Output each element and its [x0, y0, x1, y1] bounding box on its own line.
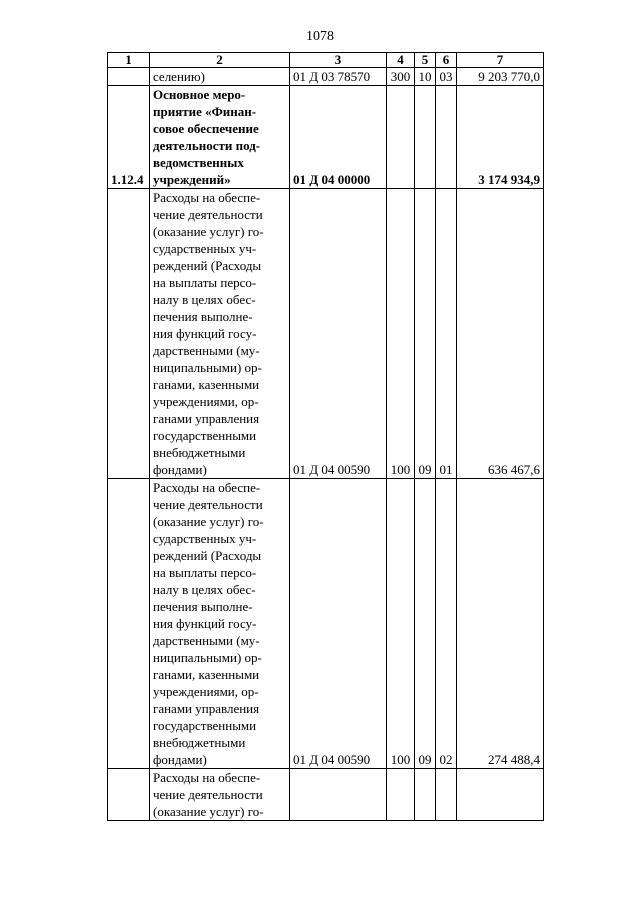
row-c5: 10 [415, 68, 436, 86]
row-c4: 100 [387, 189, 415, 479]
page-number: 1078 [306, 29, 334, 44]
row-index [108, 189, 150, 479]
row-c4: 100 [387, 479, 415, 769]
column-header: 6 [436, 53, 457, 68]
budget-table [107, 52, 544, 821]
column-header: 5 [415, 53, 436, 68]
row-c6: 01 [436, 189, 457, 479]
row-index: 1.12.4 [108, 86, 150, 189]
row-amount: 9 203 770,0 [457, 68, 544, 86]
row-description: Расходы на обеспе- чение деятельности (оказание услуг) го- сударственных уч- реждений (Расходы на выплаты персо- налу в целях обес- печения выполне- ния функций госу- дарственными (му- ниципальными) ор- ганами, казенными учреждениями, ор- ганами управления государственными внебюджетными фондами) [150, 189, 290, 479]
table-row [108, 479, 544, 769]
row-c5 [415, 86, 436, 189]
row-c6: 02 [436, 479, 457, 769]
table-row [108, 189, 544, 479]
row-amount: 274 488,4 [457, 479, 544, 769]
row-c4 [387, 769, 415, 821]
row-amount [457, 769, 544, 821]
table-row [108, 68, 544, 86]
row-amount: 3 174 934,9 [457, 86, 544, 189]
row-code [290, 769, 387, 821]
row-index [108, 479, 150, 769]
row-c5: 09 [415, 189, 436, 479]
column-header: 1 [108, 53, 150, 68]
column-header: 3 [290, 53, 387, 68]
table-row [108, 86, 544, 189]
row-code: 01 Д 03 78570 [290, 68, 387, 86]
row-description: селению) [150, 68, 290, 86]
row-c6 [436, 86, 457, 189]
row-c6 [436, 769, 457, 821]
row-code: 01 Д 04 00590 [290, 479, 387, 769]
row-description: Расходы на обеспе- чение деятельности (оказание услуг) го- сударственных уч- реждений (Расходы на выплаты персо- налу в целях обес- печения выполне- ния функций госу- дарственными (му- ниципальными) ор- ганами, казенными учреждениями, ор- ганами управления государственными внебюджетными фондами) [150, 479, 290, 769]
row-index [108, 68, 150, 86]
column-header: 2 [150, 53, 290, 68]
column-header: 7 [457, 53, 544, 68]
row-description: Основное меро- приятие «Финан- совое обеспечение деятельности под- ведомственных учреждений» [150, 86, 290, 189]
row-c4 [387, 86, 415, 189]
row-c6: 03 [436, 68, 457, 86]
row-index [108, 769, 150, 821]
row-code: 01 Д 04 00000 [290, 86, 387, 189]
row-c5 [415, 769, 436, 821]
row-amount: 636 467,6 [457, 189, 544, 479]
table-header-row [108, 53, 544, 68]
row-c5: 09 [415, 479, 436, 769]
row-description: Расходы на обеспе- чение деятельности (оказание услуг) го- [150, 769, 290, 821]
table-row [108, 769, 544, 821]
column-header: 4 [387, 53, 415, 68]
row-c4: 300 [387, 68, 415, 86]
row-code: 01 Д 04 00590 [290, 189, 387, 479]
